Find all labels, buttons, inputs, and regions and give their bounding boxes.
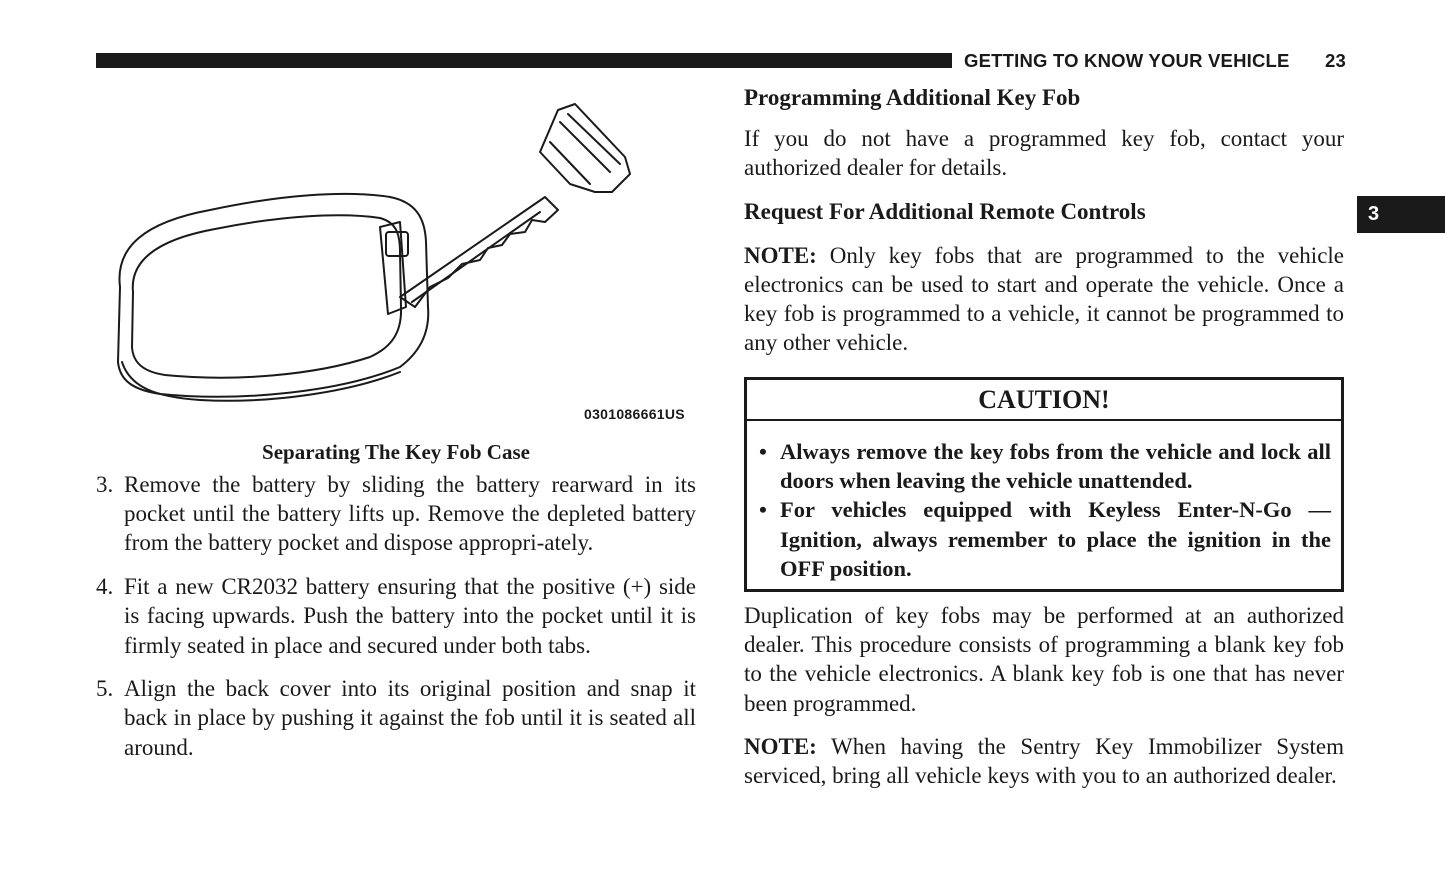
- caution-list: [747, 421, 1341, 583]
- key-blade: [400, 197, 558, 307]
- step-text: Remove the battery by sliding the battery rearward in its pocket until the battery lifts up. Remove the depleted battery from the battery pocket and dispose appropri-ately.: [124, 472, 696, 556]
- heading-programming: Programming Additional Key Fob: [744, 85, 1081, 110]
- bullet-icon: •: [759, 439, 767, 464]
- paragraph-duplication: Duplication of key fobs may be performed at an authorized dealer. This procedure consists of programming a blank key fob to the vehicle electronics. A blank key fob is one that has never been programmed.: [744, 603, 1344, 716]
- list-item: [759, 437, 1331, 495]
- fob-slot: [380, 222, 406, 314]
- right-column-bottom: [744, 601, 1344, 790]
- note-paragraph: [744, 241, 1344, 358]
- step-number: 3.: [96, 472, 114, 497]
- key-fob-illustration: [100, 92, 700, 432]
- fob-case-outer: [118, 194, 428, 397]
- right-column-top: [744, 83, 1344, 358]
- figure-caption: Separating The Key Fob Case: [262, 440, 530, 464]
- step-number: 5.: [96, 676, 114, 702]
- bullet-icon: •: [759, 497, 767, 523]
- step-number: 4.: [96, 574, 114, 600]
- caution-text: Always remove the key fobs from the vehicle and lock all doors when leaving the vehicle unattended.: [780, 439, 1331, 494]
- chapter-tab: [1357, 196, 1445, 233]
- step-text: Align the back cover into its original position and snap it back in place by pushing it against the fob until it is seated all around.: [124, 676, 696, 760]
- note-paragraph: [744, 732, 1344, 790]
- heading-remote-controls: Request For Additional Remote Controls: [744, 198, 1146, 224]
- page-header: [964, 50, 1346, 72]
- header-rule: [96, 53, 952, 68]
- procedure-steps: [96, 470, 696, 776]
- list-item: [759, 495, 1331, 583]
- fob-case-inner: [132, 215, 401, 377]
- paragraph-programming: If you do not have a programmed key fob, contact your authorized dealer for details.: [744, 126, 1344, 181]
- note-text: Only key fobs that are programmed to the vehicle electronics can be used to start and operate the vehicle. Once a key fob is programmed to a vehicle, it cannot be programmed to any other vehicle.: [744, 242, 1344, 356]
- page-number: 23: [1325, 50, 1346, 71]
- key-blade-groove: [412, 212, 540, 302]
- list-item: [96, 572, 696, 660]
- step-text: Fit a new CR2032 battery ensuring that the positive (+) side is facing upwards. Push the battery into the pocket until it is firmly seated in place and secured under both tabs.: [124, 574, 696, 658]
- note-text: When having the Sentry Key Immobilizer System serviced, bring all vehicle keys with you to an authorized dealer.: [744, 733, 1344, 789]
- list-item: [96, 674, 696, 762]
- caution-box: [744, 377, 1344, 592]
- figure-code: 0301086661US: [584, 406, 685, 422]
- fob-latch: [386, 232, 408, 256]
- note-label: NOTE:: [744, 733, 817, 759]
- note-label: NOTE:: [744, 242, 817, 268]
- chapter-number: 3: [1368, 203, 1380, 225]
- caution-title: CAUTION!: [747, 380, 1341, 421]
- section-title: GETTING TO KNOW YOUR VEHICLE: [964, 50, 1290, 71]
- caution-text: For vehicles equipped with Keyless Enter-N-Go — Ignition, always remember to place the ignition in the OFF position.: [780, 497, 1331, 581]
- list-item: [96, 470, 696, 558]
